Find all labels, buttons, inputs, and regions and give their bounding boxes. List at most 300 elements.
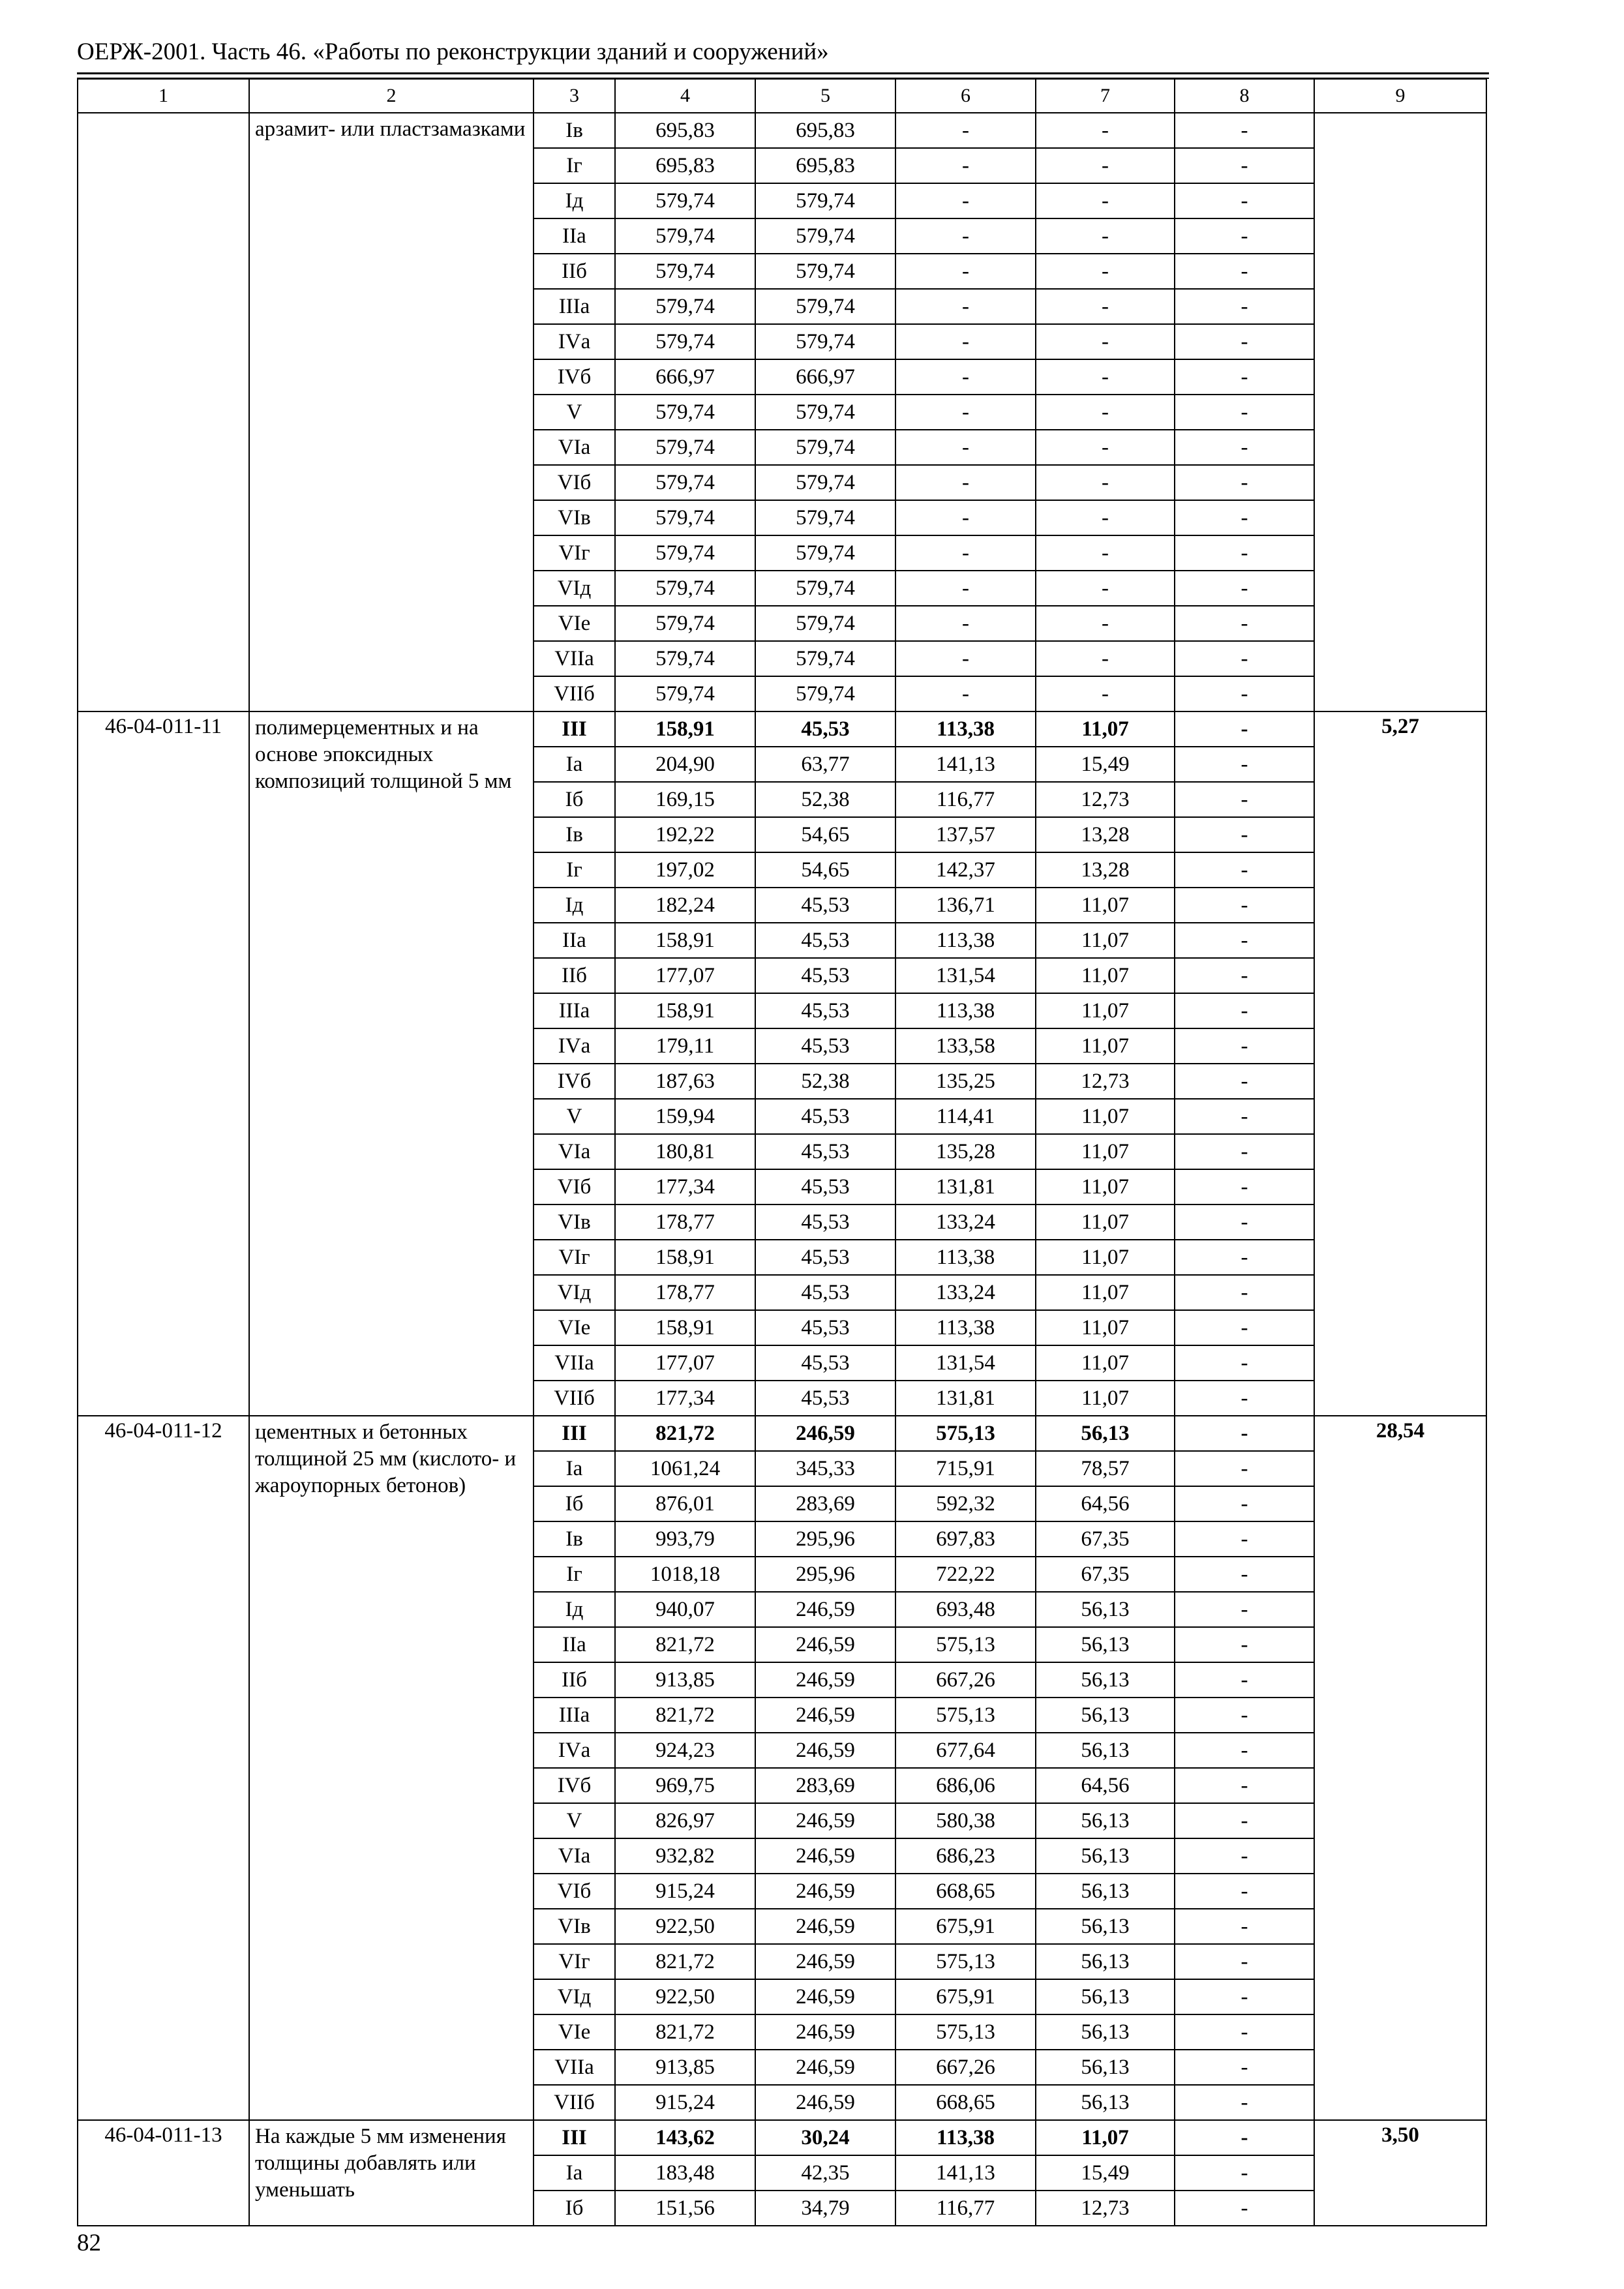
table-cell: - xyxy=(1175,148,1314,183)
table-cell: 876,01 xyxy=(615,1486,755,1521)
table-cell: 579,74 xyxy=(615,395,755,430)
table-cell: 45,53 xyxy=(755,1240,895,1275)
table-cell: - xyxy=(1175,2191,1314,2226)
table-cell: 177,34 xyxy=(615,1381,755,1416)
table-cell: 158,91 xyxy=(615,1240,755,1275)
table-cell: - xyxy=(1175,500,1314,535)
table-cell: - xyxy=(895,676,1036,711)
column-number: 7 xyxy=(1036,79,1175,113)
table-cell: - xyxy=(1175,1486,1314,1521)
table-cell: 52,38 xyxy=(755,782,895,817)
table-cell: VIIб xyxy=(534,1381,615,1416)
table-cell: 924,23 xyxy=(615,1733,755,1768)
table-cell: - xyxy=(1175,465,1314,500)
table-cell: 695,83 xyxy=(615,113,755,148)
table-cell: - xyxy=(1175,1768,1314,1803)
table-cell: 116,77 xyxy=(895,2191,1036,2226)
table-cell: 579,74 xyxy=(615,535,755,571)
rate-code: 46-04-011-12 xyxy=(78,1416,249,2120)
labor-cost: 28,54 xyxy=(1314,1416,1486,2120)
table-cell: 283,69 xyxy=(755,1768,895,1803)
table-cell: 178,77 xyxy=(615,1204,755,1240)
table-cell: 821,72 xyxy=(615,1416,755,1451)
table-cell: Iв xyxy=(534,113,615,148)
table-cell: VIа xyxy=(534,1838,615,1874)
table-cell: VIIб xyxy=(534,676,615,711)
table-cell: - xyxy=(1175,1134,1314,1169)
table-cell: 45,53 xyxy=(755,1099,895,1134)
table-cell: VIб xyxy=(534,1169,615,1204)
table-cell: 182,24 xyxy=(615,888,755,923)
table-cell: - xyxy=(895,395,1036,430)
table-cell: - xyxy=(1175,1275,1314,1310)
table-cell: 915,24 xyxy=(615,1874,755,1909)
table-cell: - xyxy=(1175,1416,1314,1451)
page-title: ОЕРЖ-2001. Часть 46. «Работы по реконструкции зданий и сооружений» xyxy=(77,38,829,65)
table-cell: 579,74 xyxy=(615,500,755,535)
table-cell: 131,81 xyxy=(895,1381,1036,1416)
table-cell: VIа xyxy=(534,430,615,465)
table-cell: 177,34 xyxy=(615,1169,755,1204)
table-cell: VIг xyxy=(534,1240,615,1275)
table-cell: 45,53 xyxy=(755,1204,895,1240)
table-cell: - xyxy=(895,148,1036,183)
table-cell: 13,28 xyxy=(1036,852,1175,888)
table-row xyxy=(78,1416,1486,1451)
table-cell: 131,81 xyxy=(895,1169,1036,1204)
table-cell: VIв xyxy=(534,500,615,535)
table-cell: 113,38 xyxy=(895,1310,1036,1345)
table-cell: 11,07 xyxy=(1036,711,1175,747)
table-cell: 54,65 xyxy=(755,817,895,852)
table-cell: - xyxy=(1175,1169,1314,1204)
table-cell: 45,53 xyxy=(755,1134,895,1169)
table-cell: 187,63 xyxy=(615,1064,755,1099)
table-cell: - xyxy=(895,606,1036,641)
table-cell: Iг xyxy=(534,852,615,888)
table-cell: 913,85 xyxy=(615,2050,755,2085)
table-cell: - xyxy=(1036,148,1175,183)
table-cell: 151,56 xyxy=(615,2191,755,2226)
table-cell: - xyxy=(1036,183,1175,218)
table-cell: - xyxy=(1175,2155,1314,2191)
table-cell: 993,79 xyxy=(615,1521,755,1557)
table-cell: 667,26 xyxy=(895,2050,1036,2085)
table-cell: 697,83 xyxy=(895,1521,1036,1557)
table-cell: IIа xyxy=(534,218,615,254)
table-cell: 579,74 xyxy=(755,324,895,359)
table-cell: - xyxy=(895,289,1036,324)
table-cell: VIв xyxy=(534,1909,615,1944)
table-cell: 113,38 xyxy=(895,923,1036,958)
table-cell: - xyxy=(1175,1592,1314,1627)
table-cell: 922,50 xyxy=(615,1979,755,2014)
table-cell: V xyxy=(534,1803,615,1838)
table-cell: 969,75 xyxy=(615,1768,755,1803)
table-cell: 78,57 xyxy=(1036,1451,1175,1486)
table-cell: - xyxy=(1175,218,1314,254)
table-cell: - xyxy=(1175,1028,1314,1064)
table-cell: - xyxy=(1175,676,1314,711)
table-cell: 56,13 xyxy=(1036,1662,1175,1698)
table-cell: - xyxy=(1175,852,1314,888)
table-cell: 579,74 xyxy=(615,641,755,676)
table-cell: 246,59 xyxy=(755,1698,895,1733)
table-row xyxy=(78,113,1486,148)
table-cell: 56,13 xyxy=(1036,2085,1175,2120)
table-cell: 179,11 xyxy=(615,1028,755,1064)
table-cell: 56,13 xyxy=(1036,1979,1175,2014)
table-cell: 11,07 xyxy=(1036,1275,1175,1310)
table-cell: - xyxy=(1175,430,1314,465)
table-cell: - xyxy=(1175,711,1314,747)
table-cell: 579,74 xyxy=(755,289,895,324)
table-cell: - xyxy=(1175,1909,1314,1944)
table-cell: 11,07 xyxy=(1036,1310,1175,1345)
table-cell: Iв xyxy=(534,1521,615,1557)
table-cell: Iд xyxy=(534,888,615,923)
table-cell: 677,64 xyxy=(895,1733,1036,1768)
table-cell: 45,53 xyxy=(755,993,895,1028)
table-cell: 695,83 xyxy=(755,148,895,183)
table-cell: 579,74 xyxy=(755,183,895,218)
table-cell: 821,72 xyxy=(615,1627,755,1662)
table-cell: 11,07 xyxy=(1036,1204,1175,1240)
labor-cost xyxy=(1314,113,1486,711)
table-cell: 45,53 xyxy=(755,1345,895,1381)
table-cell: - xyxy=(1175,254,1314,289)
table-cell: 45,53 xyxy=(755,1275,895,1310)
table-cell: 246,59 xyxy=(755,1592,895,1627)
table-cell: - xyxy=(1175,1733,1314,1768)
table-cell: 940,07 xyxy=(615,1592,755,1627)
column-number: 8 xyxy=(1175,79,1314,113)
table-cell: 345,33 xyxy=(755,1451,895,1486)
table-cell: 11,07 xyxy=(1036,1345,1175,1381)
table-cell: 12,73 xyxy=(1036,782,1175,817)
column-number: 5 xyxy=(755,79,895,113)
table-cell: 932,82 xyxy=(615,1838,755,1874)
table-cell: 45,53 xyxy=(755,711,895,747)
table-cell: 579,74 xyxy=(615,254,755,289)
table-cell: Iд xyxy=(534,1592,615,1627)
table-cell: 56,13 xyxy=(1036,1838,1175,1874)
table-cell: 11,07 xyxy=(1036,1381,1175,1416)
table-cell: 579,74 xyxy=(755,430,895,465)
table-cell: 56,13 xyxy=(1036,1874,1175,1909)
table-cell: - xyxy=(1175,1979,1314,2014)
table-cell: VIIа xyxy=(534,1345,615,1381)
table-cell: 113,38 xyxy=(895,1240,1036,1275)
table-cell: 113,38 xyxy=(895,711,1036,747)
table-cell: 722,22 xyxy=(895,1557,1036,1592)
table-cell: 579,74 xyxy=(755,465,895,500)
table-cell: 135,28 xyxy=(895,1134,1036,1169)
table-cell: 579,74 xyxy=(615,571,755,606)
table-cell: - xyxy=(1175,1240,1314,1275)
table-cell: 45,53 xyxy=(755,1381,895,1416)
table-cell: 579,74 xyxy=(755,571,895,606)
table-cell: - xyxy=(1175,1662,1314,1698)
table-cell: 246,59 xyxy=(755,1627,895,1662)
table-cell: 575,13 xyxy=(895,1416,1036,1451)
table-cell: 686,06 xyxy=(895,1768,1036,1803)
table-cell: 136,71 xyxy=(895,888,1036,923)
table-cell: Iа xyxy=(534,747,615,782)
table-cell: 693,48 xyxy=(895,1592,1036,1627)
column-number: 6 xyxy=(895,79,1036,113)
table-cell: 34,79 xyxy=(755,2191,895,2226)
table-cell: 11,07 xyxy=(1036,923,1175,958)
table-cell: 15,49 xyxy=(1036,747,1175,782)
table-cell: 178,77 xyxy=(615,1275,755,1310)
table-cell: Iг xyxy=(534,148,615,183)
price-table xyxy=(77,78,1487,2226)
table-cell: 177,07 xyxy=(615,1345,755,1381)
table-cell: 133,24 xyxy=(895,1275,1036,1310)
table-cell: 579,74 xyxy=(755,606,895,641)
column-number: 4 xyxy=(615,79,755,113)
table-cell: 204,90 xyxy=(615,747,755,782)
table-cell: - xyxy=(895,218,1036,254)
table-cell: IIIа xyxy=(534,993,615,1028)
table-cell: V xyxy=(534,395,615,430)
table-cell: 579,74 xyxy=(755,676,895,711)
table-cell: 56,13 xyxy=(1036,1909,1175,1944)
table-cell: - xyxy=(1036,500,1175,535)
table-cell: - xyxy=(1175,782,1314,817)
table-cell: 579,74 xyxy=(615,183,755,218)
table-cell: - xyxy=(1175,1310,1314,1345)
table-cell: 15,49 xyxy=(1036,2155,1175,2191)
table-cell: - xyxy=(1175,1803,1314,1838)
table-cell: - xyxy=(1036,324,1175,359)
table-cell: - xyxy=(1036,113,1175,148)
table-cell: - xyxy=(1175,183,1314,218)
table-cell: 579,74 xyxy=(755,218,895,254)
table-cell: - xyxy=(1175,923,1314,958)
table-cell: 821,72 xyxy=(615,1944,755,1979)
table-cell: 1018,18 xyxy=(615,1557,755,1592)
table-cell: 180,81 xyxy=(615,1134,755,1169)
table-cell: Iа xyxy=(534,1451,615,1486)
table-cell: - xyxy=(1175,1345,1314,1381)
table-cell: - xyxy=(1175,2050,1314,2085)
table-cell: VIд xyxy=(534,1275,615,1310)
table-cell: IIб xyxy=(534,1662,615,1698)
table-cell: 133,24 xyxy=(895,1204,1036,1240)
table-cell: 579,74 xyxy=(615,430,755,465)
table-cell: III xyxy=(534,711,615,747)
table-cell: 56,13 xyxy=(1036,2050,1175,2085)
table-cell: 246,59 xyxy=(755,1979,895,2014)
table-cell: 64,56 xyxy=(1036,1486,1175,1521)
table-cell: - xyxy=(1036,641,1175,676)
table-cell: VIIа xyxy=(534,641,615,676)
table-cell: 579,74 xyxy=(755,395,895,430)
table-cell: - xyxy=(1036,465,1175,500)
table-row xyxy=(78,2120,1486,2155)
table-cell: - xyxy=(1036,606,1175,641)
table-cell: - xyxy=(1175,1064,1314,1099)
table-cell: 575,13 xyxy=(895,1944,1036,1979)
table-cell: IIа xyxy=(534,1627,615,1662)
table-cell: 715,91 xyxy=(895,1451,1036,1486)
table-cell: VIIа xyxy=(534,2050,615,2085)
table-cell: 246,59 xyxy=(755,1803,895,1838)
table-cell: 113,38 xyxy=(895,2120,1036,2155)
table-cell: VIд xyxy=(534,571,615,606)
table-cell: VIб xyxy=(534,1874,615,1909)
rate-code xyxy=(78,113,249,711)
table-cell: 56,13 xyxy=(1036,1592,1175,1627)
table-cell: 246,59 xyxy=(755,1416,895,1451)
table-cell: - xyxy=(1175,817,1314,852)
table-cell: 11,07 xyxy=(1036,1028,1175,1064)
table-cell: 13,28 xyxy=(1036,817,1175,852)
table-cell: 668,65 xyxy=(895,2085,1036,2120)
table-cell: - xyxy=(895,359,1036,395)
table-cell: 575,13 xyxy=(895,1627,1036,1662)
labor-cost: 5,27 xyxy=(1314,711,1486,1416)
table-cell: 579,74 xyxy=(615,465,755,500)
table-cell: 141,13 xyxy=(895,2155,1036,2191)
table-cell: - xyxy=(895,465,1036,500)
table-cell: - xyxy=(1036,430,1175,465)
table-cell: IVа xyxy=(534,324,615,359)
table-cell: 177,07 xyxy=(615,958,755,993)
table-cell: VIе xyxy=(534,606,615,641)
table-cell: 67,35 xyxy=(1036,1557,1175,1592)
table-cell: 197,02 xyxy=(615,852,755,888)
table-cell: 579,74 xyxy=(755,641,895,676)
work-description: полимерцементных и на основе эпоксидных композиций толщиной 5 мм xyxy=(249,711,534,1416)
table-cell: 686,23 xyxy=(895,1838,1036,1874)
table-cell: 45,53 xyxy=(755,888,895,923)
labor-cost: 3,50 xyxy=(1314,2120,1486,2226)
table-cell: 283,69 xyxy=(755,1486,895,1521)
table-cell: 63,77 xyxy=(755,747,895,782)
table-cell: - xyxy=(1036,359,1175,395)
table-cell: 142,37 xyxy=(895,852,1036,888)
table-cell: 131,54 xyxy=(895,1345,1036,1381)
table-cell: Iд xyxy=(534,183,615,218)
table-cell: 246,59 xyxy=(755,2014,895,2050)
table-cell: 114,41 xyxy=(895,1099,1036,1134)
table-cell: Iб xyxy=(534,1486,615,1521)
table-cell: 695,83 xyxy=(615,148,755,183)
table-cell: - xyxy=(1175,747,1314,782)
rate-code: 46-04-011-11 xyxy=(78,711,249,1416)
table-cell: IVб xyxy=(534,359,615,395)
table-cell: - xyxy=(1036,535,1175,571)
table-cell: 579,74 xyxy=(615,218,755,254)
table-cell: IIIа xyxy=(534,1698,615,1733)
table-cell: 666,97 xyxy=(615,359,755,395)
table-cell: Iв xyxy=(534,817,615,852)
table-cell: 11,07 xyxy=(1036,1240,1175,1275)
table-cell: 137,57 xyxy=(895,817,1036,852)
table-cell: III xyxy=(534,1416,615,1451)
table-cell: 913,85 xyxy=(615,1662,755,1698)
table-cell: 45,53 xyxy=(755,958,895,993)
table-cell: 246,59 xyxy=(755,1733,895,1768)
table-cell: - xyxy=(1175,641,1314,676)
table-cell: 56,13 xyxy=(1036,1803,1175,1838)
table-cell: 12,73 xyxy=(1036,2191,1175,2226)
table-cell: - xyxy=(1175,113,1314,148)
table-cell: 246,59 xyxy=(755,1838,895,1874)
table-cell: 54,65 xyxy=(755,852,895,888)
table-cell: 579,74 xyxy=(755,500,895,535)
table-cell: 668,65 xyxy=(895,1874,1036,1909)
column-number: 3 xyxy=(534,79,615,113)
table-cell: 45,53 xyxy=(755,1310,895,1345)
table-cell: VIе xyxy=(534,2014,615,2050)
table-cell: 666,97 xyxy=(755,359,895,395)
table-cell: - xyxy=(1175,958,1314,993)
table-cell: - xyxy=(895,430,1036,465)
table-cell: 821,72 xyxy=(615,1698,755,1733)
table-cell: - xyxy=(1175,2014,1314,2050)
table-cell: VIб xyxy=(534,465,615,500)
table-cell: - xyxy=(1175,1099,1314,1134)
table-cell: - xyxy=(895,500,1036,535)
table-cell: Iг xyxy=(534,1557,615,1592)
table-cell: 12,73 xyxy=(1036,1064,1175,1099)
column-number: 1 xyxy=(78,79,249,113)
page-number: 82 xyxy=(77,2230,101,2256)
table-cell: 11,07 xyxy=(1036,2120,1175,2155)
table-cell: - xyxy=(1036,571,1175,606)
table-cell: 695,83 xyxy=(755,113,895,148)
table-cell: - xyxy=(1175,1627,1314,1662)
table-cell: - xyxy=(1175,535,1314,571)
table-cell: Iа xyxy=(534,2155,615,2191)
table-cell: 579,74 xyxy=(615,606,755,641)
table-cell: 30,24 xyxy=(755,2120,895,2155)
table-cell: - xyxy=(1175,324,1314,359)
table-cell: - xyxy=(1175,2120,1314,2155)
table-cell: 158,91 xyxy=(615,923,755,958)
table-cell: - xyxy=(895,641,1036,676)
table-cell: VIв xyxy=(534,1204,615,1240)
table-cell: 45,53 xyxy=(755,923,895,958)
table-cell: 45,53 xyxy=(755,1028,895,1064)
table-cell: 580,38 xyxy=(895,1803,1036,1838)
table-cell: 579,74 xyxy=(615,324,755,359)
table-cell: 159,94 xyxy=(615,1099,755,1134)
table-cell: 11,07 xyxy=(1036,1134,1175,1169)
table-cell: - xyxy=(1175,1521,1314,1557)
table-cell: 575,13 xyxy=(895,1698,1036,1733)
table-cell: - xyxy=(1175,1698,1314,1733)
table-cell: 158,91 xyxy=(615,711,755,747)
table-cell: 295,96 xyxy=(755,1557,895,1592)
column-number-row xyxy=(78,79,1486,113)
table-cell: - xyxy=(1175,1874,1314,1909)
table-cell: VIг xyxy=(534,1944,615,1979)
table-cell: 56,13 xyxy=(1036,1416,1175,1451)
table-cell: - xyxy=(1175,289,1314,324)
table-cell: - xyxy=(1175,359,1314,395)
column-number: 9 xyxy=(1314,79,1486,113)
table-cell: IIа xyxy=(534,923,615,958)
table-cell: 575,13 xyxy=(895,2014,1036,2050)
table-cell: 826,97 xyxy=(615,1803,755,1838)
table-cell: - xyxy=(895,535,1036,571)
table-cell: - xyxy=(1175,1557,1314,1592)
